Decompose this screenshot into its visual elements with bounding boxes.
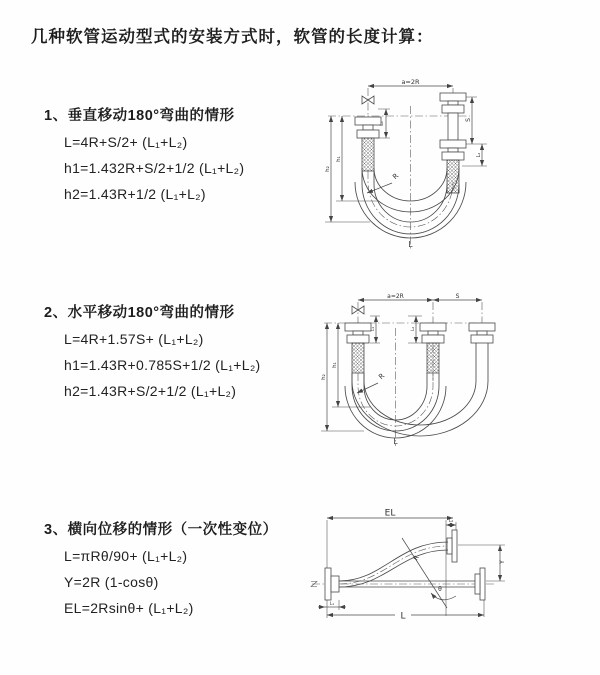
formula-Y: Y=2R (1-cosθ) <box>64 574 159 590</box>
section-3-heading: 3、横向位移的情形（一次性变位） <box>44 522 278 538</box>
dim-label-h2: h₂ <box>325 166 331 172</box>
radius-construction-line <box>402 538 447 608</box>
dim-label-l2: L₂ <box>411 326 416 332</box>
extension-lines <box>311 520 505 618</box>
angle-label: θ <box>438 586 442 593</box>
section-lateral-displacement <box>44 522 278 621</box>
radius-label: R <box>411 553 421 562</box>
left-end-fitting <box>355 117 381 138</box>
extension-lines <box>321 316 422 431</box>
dim-label-l1: L₁ <box>371 326 376 332</box>
length-label: L <box>393 437 398 446</box>
dim-label-s: S <box>455 293 460 300</box>
dim-label-el: EL <box>384 508 396 519</box>
dim-label-l1: L₁ <box>379 121 385 126</box>
length-label: L <box>408 240 413 249</box>
dim-label-y: Y <box>498 560 506 564</box>
section-vertical-movement <box>44 108 244 207</box>
formula-EL: EL=2Rsinθ+ (L₁+L₂) <box>64 600 194 616</box>
dim-label-l2: L₂ <box>448 519 454 524</box>
radius-label: R <box>391 171 401 182</box>
flange-fittings <box>325 530 485 600</box>
diagram-horizontal-180-bend <box>312 283 597 463</box>
formula-h2: h2=1.43R+1/2 (L₁+L₂) <box>64 186 206 202</box>
dim-label-h1: h₁ <box>332 362 338 368</box>
section-horizontal-movement <box>44 305 261 404</box>
formula-L: L=πRθ/90+ (L₁+L₂) <box>64 548 188 564</box>
diagram-vertical-180-bend <box>312 76 597 266</box>
dim-label-a2r: a=2R <box>387 293 404 300</box>
braided-hose-section <box>447 160 459 193</box>
dim-label-a2r: a=2R <box>401 78 420 86</box>
length-label: L <box>400 611 406 622</box>
dimension-lines <box>318 518 500 615</box>
formula-h1: h1=1.432R+S/2+1/2 (L₁+L₂) <box>64 160 245 176</box>
dim-label-l2: L₂ <box>476 152 482 158</box>
braided-hose-section <box>352 343 364 373</box>
formula-L: L=4R+1.57S+ (L₁+L₂) <box>64 331 204 347</box>
radius-label: R <box>377 371 387 382</box>
section-2-heading: 2、水平移动180°弯曲的情形 <box>44 305 235 321</box>
dim-label-h1: h₁ <box>336 156 342 162</box>
formula-h1: h1=1.43R+0.785S+1/2 (L₁+L₂) <box>64 357 261 373</box>
dim-label-s: S <box>465 118 472 122</box>
angle-arc <box>431 593 456 600</box>
hose-curves <box>345 343 488 438</box>
formula-h2: h2=1.43R+S/2+1/2 (L₁+L₂) <box>64 383 237 399</box>
diagram-lateral-displacement <box>298 498 598 643</box>
dimension-lines <box>327 300 482 431</box>
formula-L: L=4R+S/2+ (L₁+L₂) <box>64 134 188 150</box>
section-1-heading: 1、垂直移动180°弯曲的情形 <box>44 108 235 124</box>
end-fittings <box>345 323 495 343</box>
braided-hose-section <box>427 343 439 373</box>
dim-label-l1: L₁ <box>329 602 335 607</box>
right-end-fitting <box>440 93 466 160</box>
braided-hose-section <box>362 138 374 171</box>
dim-label-h2: h₂ <box>321 374 327 380</box>
page-title: 几种软管运动型式的安装方式时，软管的长度计算： <box>31 28 434 46</box>
